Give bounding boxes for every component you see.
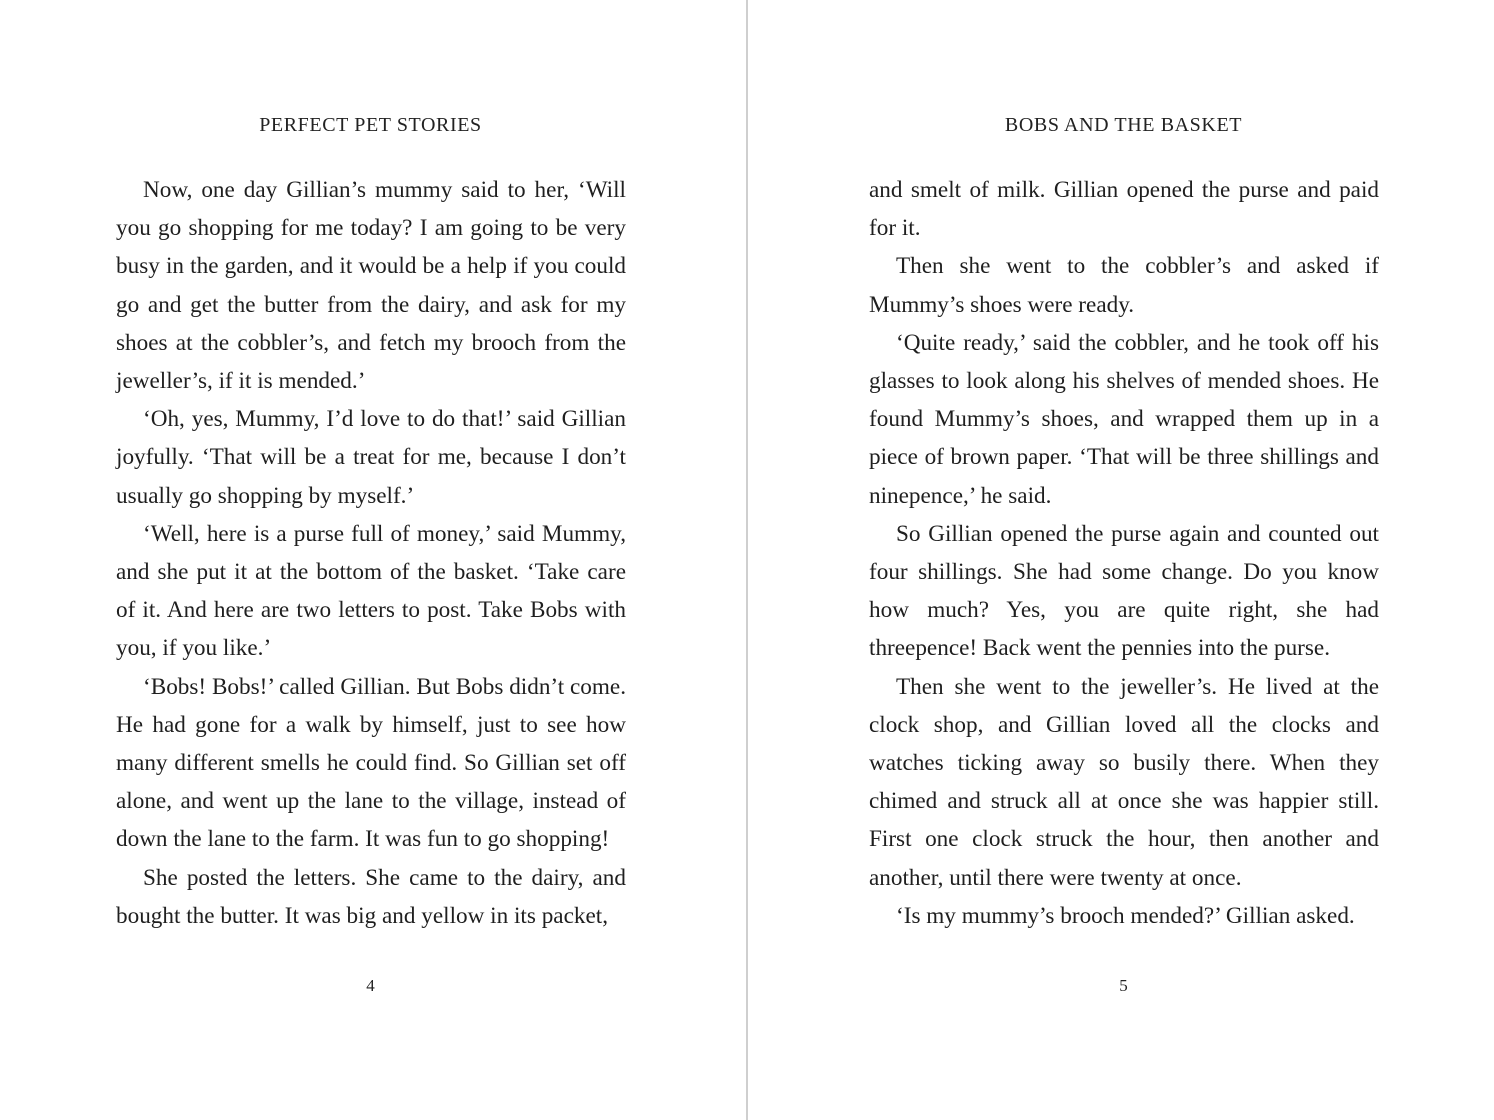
running-head-left: PERFECT PET STORIES xyxy=(259,114,482,136)
gutter-divider xyxy=(746,0,748,1120)
paragraph: ‘Quite ready,’ said the cobbler, and he took off his glasses to look along his shelves of mended shoes. He found Mummy’s shoes, and wrapped them up in a piece of brown paper. ‘That will be three shillings and ninepence,’ he said. xyxy=(869,329,1379,509)
body-text-right xyxy=(869,171,1379,935)
paragraph: ‘Well, here is a purse full of money,’ said Mummy, and she put it at the bottom of the basket. ‘Take care of it. And here are two letters to post. Take Bobs with you, if you like.’ xyxy=(116,520,626,662)
page-number-left: 4 xyxy=(366,976,375,995)
paragraph: Now, one day Gillian’s mummy said to her, ‘Will you go shopping for me today? I am going to be very busy in the garden, and it would be a help if you could go and get the butter from the dairy, and ask for my shoes at the cobbler’s, and fetch my brooch from the jeweller’s, if it is mended.’ xyxy=(116,177,626,395)
paragraph: Then she went to the cobbler’s and asked if Mummy’s shoes were ready. xyxy=(869,253,1379,318)
paragraph: She posted the letters. She came to the dairy, and bought the butter. It was big and yellow in its packet, xyxy=(116,864,626,929)
paragraph: ‘Is my mummy’s brooch mended?’ Gillian asked. xyxy=(896,902,1355,929)
right-page xyxy=(749,0,1494,1120)
continued-paragraph: and smelt of milk. Gillian opened the purse and paid for it. xyxy=(869,177,1379,242)
running-head-right: BOBS AND THE BASKET xyxy=(1004,114,1243,136)
paragraph: So Gillian opened the purse again and counted out four shillings. She had some change. Do you know how much? Yes, you are quite right, she had threepence! Back went the pennies into the purse. xyxy=(869,520,1379,662)
page-number-right: 5 xyxy=(1119,976,1128,995)
paragraph: Then she went to the jeweller’s. He lived at the clock shop, and Gillian loved all the clocks and watches ticking away so busily there. When they chimed and struck all at once she was happier still. First one clock struck the hour, then another and another, until there were twenty at once. xyxy=(869,673,1379,891)
body-text-left xyxy=(116,171,626,935)
paragraph: ‘Bobs! Bobs!’ called Gillian. But Bobs didn’t come. He had gone for a walk by himself, just to see how many different smells he could find. So Gillian set off alone, and went up the lane to the village, instead of down the lane to the farm. It was fun to go shopping! xyxy=(116,673,626,853)
left-page xyxy=(0,0,746,1120)
paragraph: ‘Oh, yes, Mummy, I’d love to do that!’ said Gillian joyfully. ‘That will be a treat for me, because I don’t usually go shopping by myself.’ xyxy=(116,406,626,509)
